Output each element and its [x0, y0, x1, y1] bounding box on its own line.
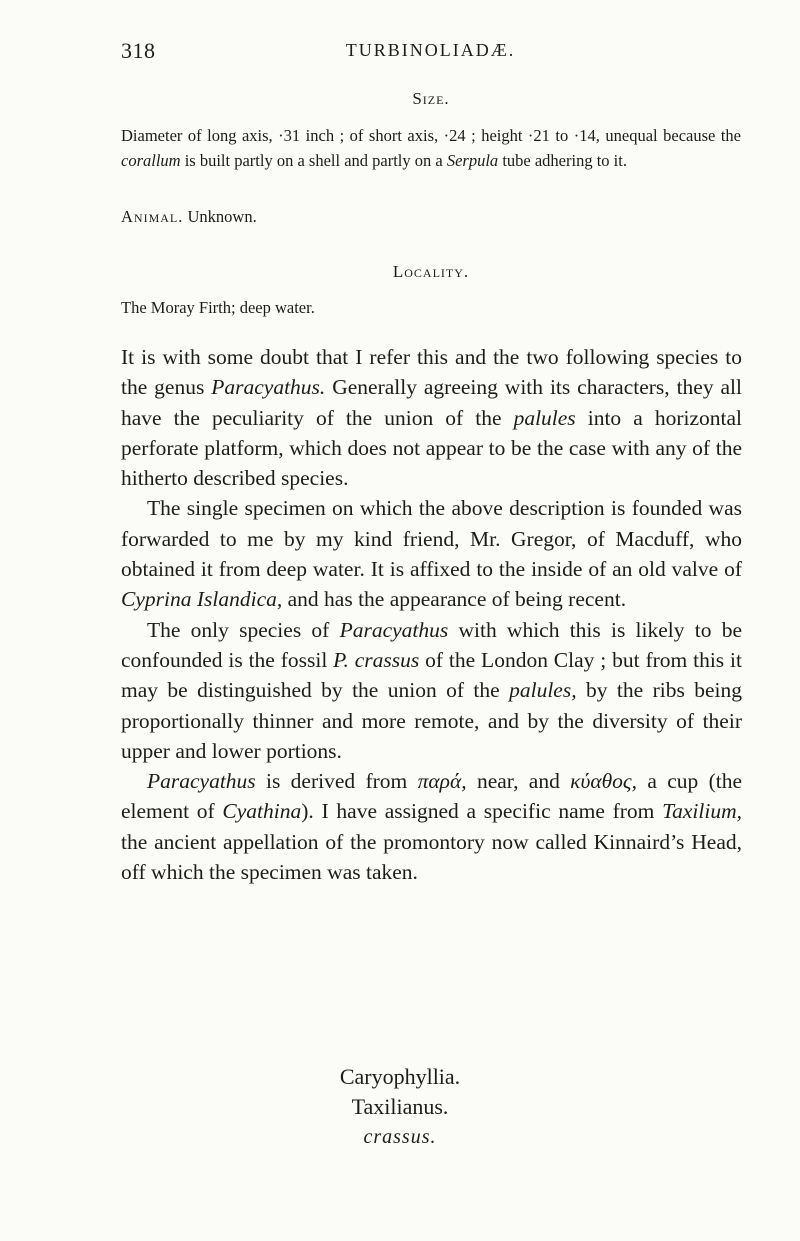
body-text [121, 342, 742, 887]
italic-text: Paracyathus [339, 617, 449, 642]
italic-text: palules [513, 405, 576, 430]
italic-text: corallum [121, 151, 181, 170]
text-run: of the London Clay ; but from this it may be distinguished by the union of the [121, 647, 742, 703]
italic-text: κύαθος, [570, 769, 638, 794]
italic-text: Cyprina Islandica, [121, 587, 283, 612]
locality-text: The Moray Firth; deep water. [121, 298, 315, 317]
running-head: TURBINOLIADÆ. [345, 40, 516, 60]
species-name: crassus. [363, 1126, 437, 1148]
italic-text: Paracyathus [147, 769, 256, 794]
taxonomic-names [0, 1062, 800, 1152]
italic-text: παρά, [417, 769, 467, 794]
page-header [121, 38, 740, 70]
animal-section [121, 204, 741, 229]
text-run: a cup (the element of [121, 769, 742, 824]
size-text [121, 126, 741, 170]
text-run: It is with some doubt that I refer this and the two following species to the genus [121, 345, 742, 400]
species-specific-name: Taxilianus. [351, 1094, 449, 1119]
text-run: is built partly on a shell and partly on a [180, 151, 447, 170]
text-run: The only species of [147, 617, 340, 642]
text-run: The single specimen on which the above description is founded was forwarded to me by my kind friend, Mr. Gregor, of Macduff, who obtained it from deep water. It is affixed to the inside of an old valve of [121, 496, 742, 582]
animal-text: Unknown. [187, 207, 257, 226]
italic-text: Cyathina [222, 799, 302, 824]
text-run: into a horizontal perforate platform, which does not appear to be the case with any of the hitherto described species. [121, 405, 742, 491]
italic-text: Serpula [446, 151, 499, 170]
paragraph-2 [121, 493, 742, 614]
animal-heading: Animal. [121, 207, 184, 226]
paragraph-3 [121, 615, 742, 766]
text-run: with which this is likely to be confounded is the fossil [121, 617, 742, 672]
italic-text: Paracyathus. [211, 375, 326, 400]
text-run: the ancient appellation of the promontory now called Kinnaird’s Head, off which the specimen was taken. [121, 829, 742, 885]
text-run: tube adhering to it. [498, 151, 627, 170]
text-run: and has the appearance of being recent. [282, 587, 627, 612]
text-run: Diameter of long axis, ·31 inch ; of short axis, ·24 ; height ·21 to ·14, unequal because the [121, 126, 741, 145]
text-run: by the ribs being proportionally thinner and more remote, and by the diversity of their upper and lower portions. [121, 678, 742, 763]
page-number: 318 [121, 38, 156, 63]
paragraph-1 [121, 342, 742, 493]
locality-heading: Locality. [392, 262, 470, 281]
size-heading: Size. [412, 89, 450, 108]
italic-text: Taxilium, [662, 799, 742, 824]
italic-text: palules, [509, 678, 577, 703]
text-run: ). I have assigned a specific name from [301, 799, 663, 824]
italic-text: P. crassus [333, 647, 420, 672]
genus-name: Caryophyllia. [339, 1064, 461, 1089]
paragraph-4 [121, 766, 742, 887]
text-run: is derived from [255, 769, 418, 794]
text-run: near, and [466, 769, 571, 794]
text-run: Generally agreeing with its characters, they all have the peculiarity of the union of the [121, 375, 742, 430]
size-description [121, 123, 741, 173]
